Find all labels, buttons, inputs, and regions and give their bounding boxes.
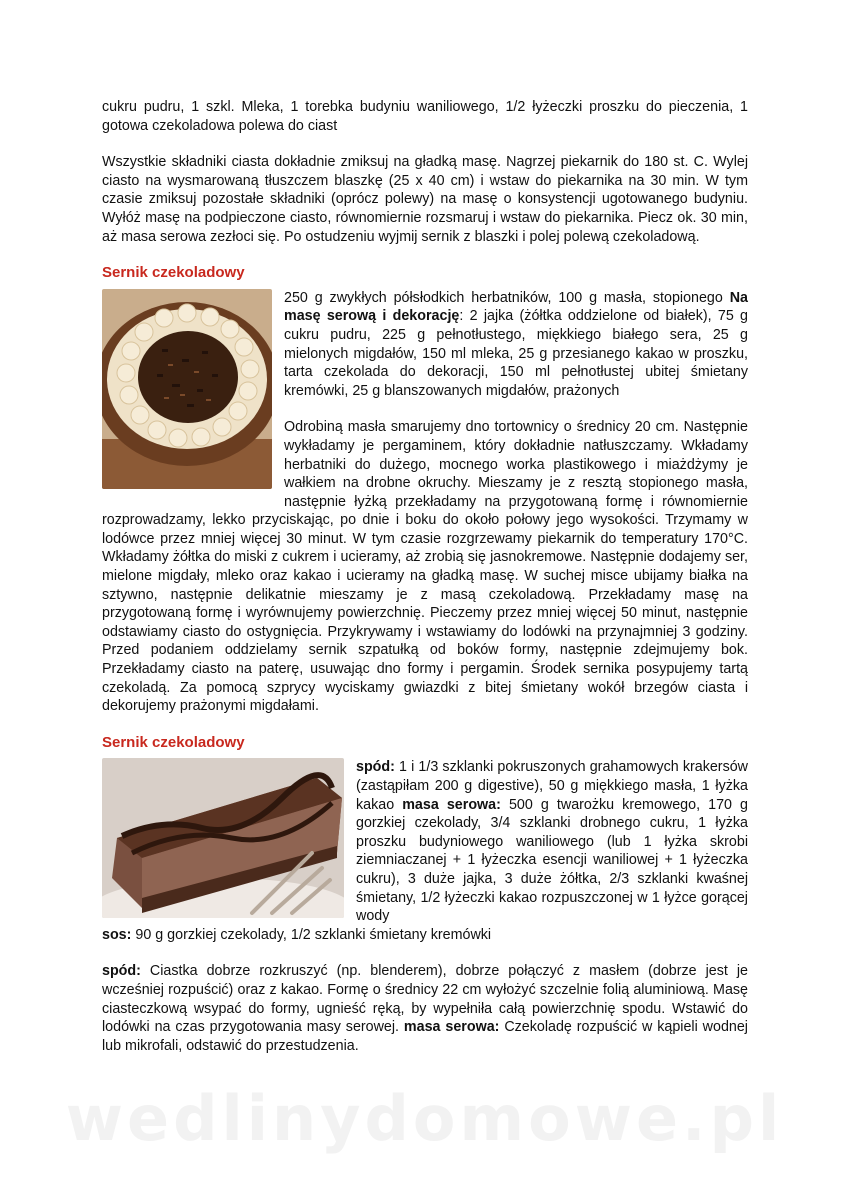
recipe2-masa-text: 500 g twarożku kremowego, 170 g gorzkiej czekolady, 3/4 szklanki drobnego cukru, 1 łyżka proszku budyniowego waniliowego (lub 1 łyżka skrobi ziemniaczanej + 1 łyżeczka esencji waniliowej + 1 łyżeczka cukru), 3 duże jajka, 3 duże żółtka, 2/3 szklanki kwaśnej śmietany, 1/2 łyżeczki kakao rozpuszczonej w 1 łyżce gorącej wody — [356, 796, 748, 925]
recipe2-method — [102, 962, 748, 1055]
recipe2-masa-label: masa serowa: — [402, 796, 501, 813]
document-page — [102, 98, 748, 1055]
intro-ingredients: cukru pudru, 1 szkl. Mleka, 1 torebka budyniu waniliowego, 1/2 łyżeczki proszku do pieczenia, 1 gotowa czekoladowa polewa do ciast — [102, 99, 748, 134]
recipe2-spod-text: 1 i 1/3 szklanki pokruszonych grahamowych krakersów (zastąpiłam 200 g digestive), 50 g miękkiego masła, 1 łyżka kakao — [356, 759, 748, 813]
recipe2-sos-text: 90 g gorzkiej czekolady, 1/2 szklanki śmietany kremówki — [131, 926, 492, 943]
recipe2-title: Sernik czekoladowy — [102, 733, 245, 751]
intro-method: Wszystkie składniki ciasta dokładnie zmiksuj na gładką masę. Nagrzej piekarnik do 180 st. C. Wylej ciasto na wysmarowaną tłuszczem blaszkę (25 x 40 cm) i wstaw do piekarnika na 30 min. W tym czasie zmiksuj pozostałe składniki (oprócz polewy) na masę o konsystencji ugotowanego budyniu. Wyłóż masę na podpieczone ciasto, równomiernie rozsmaruj i wstaw do piekarnika. Piecz ok. 30 min, aż masa serowa zezłoci się. Po ostudzeniu wyjmij sernik z blaszki i polej polewą czekoladową. — [102, 154, 748, 245]
recipe2-sauce — [102, 926, 748, 945]
recipe1-ing-bold: Na masę serową i dekorację — [284, 289, 748, 325]
recipe2-spod-label: spód: — [356, 759, 395, 776]
recipe1-ing-a: 250 g zwykłych półsłodkich herbatników, 100 g masła, stopionego — [284, 289, 723, 306]
recipe1-ing-b: : 2 jajka (żółtka oddzielone od białek), 75 g cukru pudru, 225 g pełnotłustego, miękkiego białego sera, 25 g mielonych migdałów, 150 ml mleka, 25 g przesianego kakao w proszku, tarta czekolada do dekoracji, 150 ml pełnotłustej ubitej śmietany kremówki, 25 g blanszowanych migdałów, prażonych — [284, 308, 749, 399]
recipe2-m-spod-label: spód: — [102, 963, 141, 980]
cheesecake-photo-1 — [102, 289, 272, 489]
recipe2-m-spod-text: Ciastka dobrze rozkruszyć (np. blenderem), dobrze połączyć z masłem (dobrze jest je wcześniej rozpuścić) oraz z kakao. Formę o średnicy 22 cm wyłożyć szczelnie folią aluminiową. Masę ciasteczkową wsypać do formy, ugnieść ręką, by wypełniła całą powierzchnię spodu. Wstawić do lodówki na czas przygotowania masy serowej. — [102, 963, 748, 1036]
cheesecake-photo-2 — [102, 758, 344, 918]
watermark: wedlinydomowe.pl — [65, 1082, 784, 1155]
recipe1-method: Odrobiną masła smarujemy dno tortownicy o średnicy 20 cm. Następnie wykładamy je pergaminem, który dokładnie natłuszczamy. Wkładamy herbatniki do dużego, mocnego worka plastikowego i miażdżymy je wałkiem na drobne okruchy. Mieszamy je z resztą stopionego masła, następnie łyżką przekładamy na przygotowaną formę i równomiernie rozprowadzamy, lekko przyciskając, po dnie i boku do około połowy jego wysokości. Trzymamy w lodówce przez mniej więcej 30 minut. W tym czasie rozgrzewamy piekarnik do temperatury 170°C. Wkładamy żółtka do miski z cukrem i ucieramy, aż zrobią się jasnokremowe. Następnie dodajemy ser, mielone migdały, mleko oraz kakao i ucieramy na gładką masę. W suchej misce ubijamy białka na sztywno, następnie delikatnie mieszamy je z masą czekoladową. Przekładamy masę na przygotowaną formę i wyrównujemy powierzchnię. Pieczemy przez mniej więcej 50 minut, następnie odstawiamy ciasto do ostygnięcia. Przykrywamy i wstawiamy do lodówki na przynajmniej 3 godziny. Przed podaniem oddzielamy sernik szpatułką od boków formy, następnie zdejmujemy bok. Przekładamy ciasto na paterę, usuwając dno formy i pergamin. Środek sernika posypujemy tartą czekoladą. Za pomocą szprycy wyciskamy gwiazdki z bitej śmietany wokół brzegów ciasta i dekorujemy prażonymi migdałami. — [102, 419, 748, 715]
recipe2-m-masa-label: masa serowa: — [403, 1019, 500, 1036]
recipe2-sos-label: sos: — [102, 926, 132, 943]
recipe1-title: Sernik czekoladowy — [102, 264, 245, 282]
recipe2-m-masa-text: Czekoladę rozpuścić w kąpieli wodnej lub mikrofali, odstawić do przestudzenia. — [102, 1019, 748, 1054]
